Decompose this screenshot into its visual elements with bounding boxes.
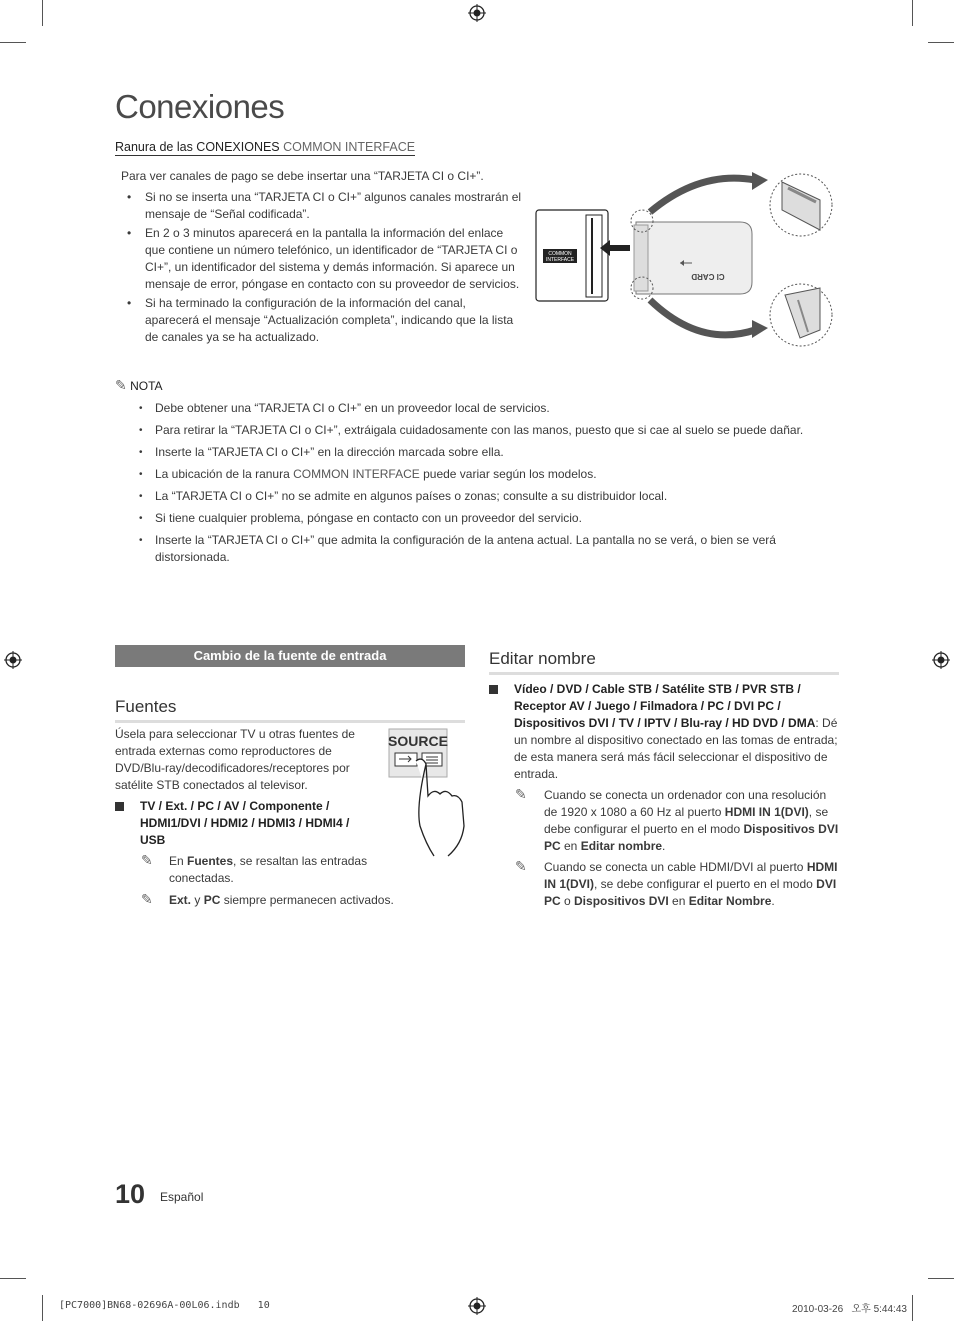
registration-mark-icon <box>468 4 486 22</box>
fuentes-source-list: TV / Ext. / PC / AV / Componente / HDMI1/DVI / HDMI2 / HDMI3 / HDMI4 / USB <box>140 799 350 847</box>
note-pencil-icon: ✎ <box>515 786 527 802</box>
list-item: • Si tiene cualquier problema, póngase en contacto con un proveedor del servicio. <box>139 511 582 525</box>
list-item: • Debe obtener una “TARJETA CI o CI+” en un proveedor local de servicios. <box>139 401 550 415</box>
common-interface-port-label-2: INTERFACE <box>545 257 575 263</box>
intro-bullet-list <box>121 189 523 346</box>
list-item: • Inserte la “TARJETA CI o CI+” en la dirección marcada sobre ella. <box>139 445 504 459</box>
bullet-square-icon <box>489 685 498 694</box>
page-number: 10 <box>115 1179 146 1209</box>
crop-mark <box>912 0 913 26</box>
source-button-label: SOURCE <box>388 733 448 749</box>
fuentes-note-2: ✎ Ext. y PC siempre permanecen activados. <box>141 891 394 907</box>
section-subheading: Ranura de las CONEXIONES COMMON INTERFACE <box>115 140 416 154</box>
crop-mark <box>0 42 26 43</box>
intro-text: Para ver canales de pago se debe insertar una “TARJETA CI o CI+”. <box>121 169 484 183</box>
list-item: • Si ha terminado la configuración de la información del canal, aparecerá el mensaje “Actualización completa”, indicando que la lista de canales ya se ha actualizado. <box>127 296 514 344</box>
list-item: • La ubicación de la ranura COMMON INTERFACE puede variar según los modelos. <box>139 467 597 481</box>
note-pencil-icon: ✎ <box>141 891 153 907</box>
note-heading: ✎ NOTA <box>115 377 163 393</box>
ci-card-insertion-illustration <box>530 170 840 352</box>
crop-mark <box>928 42 954 43</box>
crop-mark <box>42 0 43 26</box>
common-interface-port-label: COMMON <box>548 251 572 257</box>
bullet-square-icon <box>115 802 124 811</box>
ci-card-label: CI CARD <box>691 272 725 281</box>
print-file-info: [PC7000]BN68-02696A-00L06.indb 10 <box>59 1300 270 1311</box>
list-item: • La “TARJETA CI o CI+” no se admite en algunos países o zonas; consulte a su distribuidor local. <box>139 489 668 503</box>
note-pencil-icon: ✎ <box>115 377 127 393</box>
editar-note-2: ✎ Cuando se conecta un cable HDMI/DVI al puerto HDMI IN 1(DVI), se debe configurar el puerto en el modo DVI PC o Dispositivos DVI en Editar Nombre. <box>515 858 838 908</box>
list-item: • Si no se inserta una “TARJETA CI o CI+” algunos canales mostrarán el mensaje de “Señal codificada”. <box>127 190 522 221</box>
crop-mark <box>928 1278 954 1279</box>
page-language: Español <box>160 1190 204 1204</box>
registration-mark-icon <box>4 651 22 669</box>
crop-mark <box>0 1278 26 1279</box>
fuentes-note-1: ✎ En Fuentes, se resaltan las entradas conectadas. <box>141 852 368 885</box>
list-item: • Inserte la “TARJETA CI o CI+” que admita la configuración de la antena actual. La pantalla no se verá, o bien se verá distorsionada. <box>139 533 776 564</box>
editar-note-1: ✎ Cuando se conecta un ordenador con una resolución de 1920 x 1080 a 60 Hz al puerto HDMI IN 1(DVI), se debe configurar el puerto en el modo Dispositivos DVI PC en Editar nombre. <box>515 786 839 853</box>
registration-mark-icon <box>932 651 950 669</box>
editar-nombre-heading: Editar nombre <box>489 649 839 675</box>
print-timestamp: 2010-03-26 오후 5:44:43 <box>792 1304 907 1315</box>
list-item: • En 2 o 3 minutos aparecerá en la pantalla la información del enlace que contiene un número telefónico, un identificador de “TARJETA CI o CI+”, un identificador del sistema y demás información. Si aparece un mensaje de error, póngase en contacto con su proveedor de servicios. <box>127 226 520 291</box>
note-list <box>115 400 835 571</box>
note-pencil-icon: ✎ <box>515 858 527 874</box>
crop-mark <box>912 1295 913 1321</box>
fuentes-heading: Fuentes <box>115 697 465 723</box>
fuentes-body: Úsela para seleccionar TV u otras fuentes de entrada externas como reproductores de DVD/Blu-ray/decodificadores/receptores por satélite STB conectados al televisor. <box>115 727 355 792</box>
registration-mark-icon <box>468 1297 486 1315</box>
page-title: Conexiones <box>115 88 285 125</box>
editar-nombre-item: Vídeo / DVD / Cable STB / Satélite STB / PVR STB / Receptor AV / Juego / Filmadora / PC / DVI PC / Dispositivos DVI / TV / IPTV / Blu-ray / HD DVD / DMA: Dé un nombre al dispositivo conectado en las tomas de entrada; de esta manera será más fácil seleccionar el dispositivo de entrada. <box>514 682 838 781</box>
list-item: • Para retirar la “TARJETA CI o CI+”, extráigala cuidadosamente con las manos, puesto que si cae al suelo se puede dañar. <box>139 423 804 437</box>
source-button-hand-illustration <box>386 726 466 858</box>
note-pencil-icon: ✎ <box>141 852 153 868</box>
crop-mark <box>42 1295 43 1321</box>
section-header-bar: Cambio de la fuente de entrada <box>115 645 465 667</box>
